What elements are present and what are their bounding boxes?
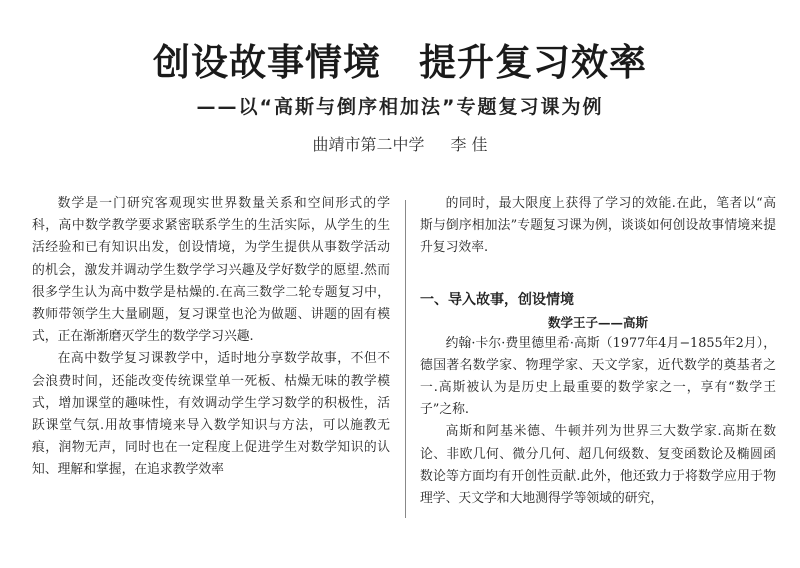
section-heading: 一、导入故事，创设情境 — [420, 291, 574, 308]
title-part-1: 创设故事情境 — [153, 40, 381, 84]
body-paragraph: 的同时，最大限度上获得了学习的效能.在此，笔者以“高斯与倒序相加法”专题复习课为例，谈谈如何创设故事情境来提升复习效率. — [420, 196, 776, 256]
left-column — [32, 193, 390, 482]
column-divider — [405, 200, 406, 518]
school-name: 曲靖市第二中学 — [312, 135, 425, 154]
article-title — [0, 32, 800, 86]
article-subtitle: ——以“高斯与倒序相加法”专题复习课为例 — [196, 96, 604, 118]
body-paragraph: 数学是一门研究客观现实世界数量关系和空间形式的学科，高中数学教学要求紧密联系学生的生活实际，从学生的生活经验和已有知识出发，创设情境，为学生提供从事数学活动的机会，激发并调动学生数学学习兴趣及学好数学的愿望.然而很多学生认为高中数学是枯燥的.在高三数学二轮专题复习中，教师带领学生大量刷题，复习课堂也沦为做题、讲题的固有模式，正在渐渐磨灭学生的数学学习兴趣. — [32, 196, 390, 345]
author-name: 李 佳 — [450, 135, 488, 154]
story-paragraph: 高斯和阿基米德、牛顿并列为世界三大数学家.高斯在数论、非欧几何、微分几何、超几何级数、复变函数论及椭圆函数论等方面均有开创性贡献.此外，他还致力于将数学应用于物理学、天文学和大地测得学等领域的研究， — [420, 424, 776, 507]
story-paragraph: 约翰·卡尔·费里德里希·高斯（1977年4月−1855年2月），德国著名数学家、物理学家、天文学家，近代数学的奠基者之一.高斯被认为是历史上最重要的数学家之一，享有“数学王子”之称. — [420, 335, 776, 418]
author-line — [0, 132, 800, 155]
body-paragraph: 在高中数学复习课教学中，适时地分享数学故事，不但不会浪费时间，还能改变传统课堂单一死板、枯燥无味的教学模式，增加课堂的趣味性，有效调动学生学习数学的积极性，活跃课堂气氛.用故事情境来导入数学知识与方法，可以施教无痕，润物无声，同时也在一定程度上促进学生对数学知识的认知、理解和掌握，在追求教学效率 — [32, 351, 390, 478]
story-title: 数学王子——高斯 — [547, 314, 648, 330]
title-part-2: 提升复习效率 — [419, 40, 647, 84]
right-column — [420, 193, 776, 510]
